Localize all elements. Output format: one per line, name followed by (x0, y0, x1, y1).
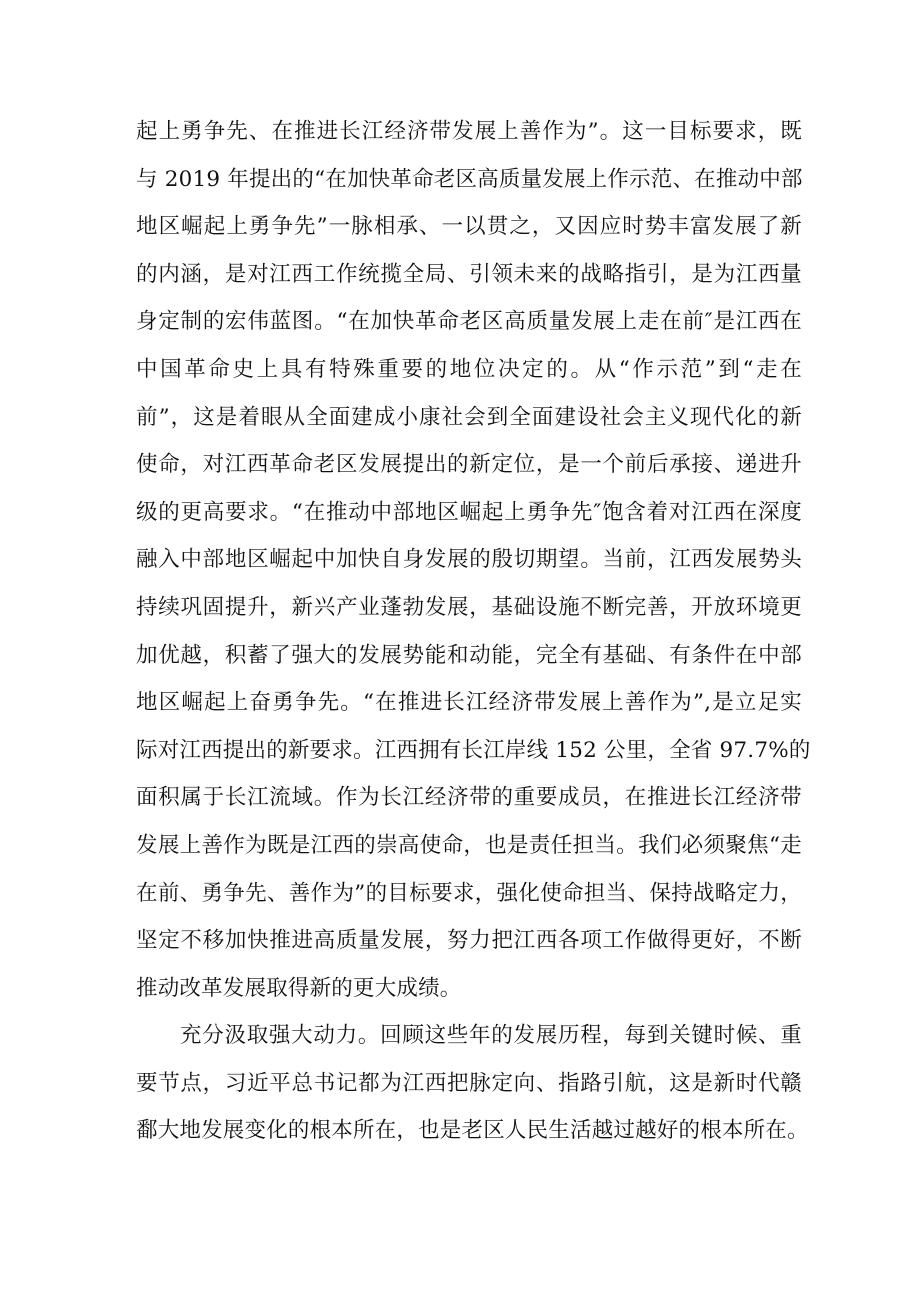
text-line: 在前、勇争先、善作为”的目标要求，强化使命担当、保持战略定力， (136, 880, 802, 906)
text-line: 起上勇争先、在推进长江经济带发展上善作为”。这一目标要求，既 (136, 119, 802, 144)
text-line: 身定制的宏伟蓝图。“在加快革命老区高质量发展上走在前″是江西在 (136, 309, 802, 335)
text-line: 际对江西提出的新要求。江西拥有长江岸线 152 公里，全省 97.7%的 (136, 737, 811, 763)
text-line: 持续巩固提升，新兴产业蓬勃发展，基础设施不断完善，开放环境更 (136, 594, 802, 620)
text-line: 地区崛起上奋勇争先。“在推进长江经济带发展上善作为”,是立足实 (136, 690, 802, 716)
text-line: 级的更高要求。“在推动中部地区崛起上勇争先″饱含着对江西在深度 (136, 499, 802, 525)
text-line: 坚定不移加快推进高质量发展，努力把江西各项工作做得更好，不断 (136, 928, 802, 954)
text-line: 加优越，积蓄了强大的发展势能和动能，完全有基础、有条件在中部 (136, 642, 802, 668)
text-line: 发展上善作为既是江西的崇高使命，也是责任担当。我们必须聚焦“走 (136, 832, 802, 858)
text-line: 充分汲取强大动力。回顾这些年的发展历程，每到关键时候、重 (180, 1023, 802, 1049)
text-line: 前”，这是着眼从全面建成小康社会到全面建设社会主义现代化的新 (136, 404, 802, 430)
text-line: 面积属于长江流域。作为长江经济带的重要成员，在推进长江经济带 (136, 785, 802, 811)
text-line: 与 2019 年提出的“在加快革命老区高质量发展上作示范、在推动中部 (136, 166, 803, 192)
text-line: 要节点，习近平总书记都为江西把脉定向、指路引航，这是新时代赣 (136, 1070, 802, 1096)
text-line: 融入中部地区崛起中加快自身发展的殷切期望。当前，江西发展势头 (136, 547, 802, 573)
document-body (136, 108, 811, 1155)
text-line: 地区崛起上勇争先”一脉相承、一以贯之，又因应时势丰富发展了新 (136, 214, 802, 240)
text-line: 鄱大地发展变化的根本所在，也是老区人民生活越过越好的根本所在。 (136, 1118, 809, 1144)
paragraph (136, 1012, 809, 1155)
text-line: 使命，对江西革命老区发展提出的新定位，是一个前后承接、递进升 (136, 452, 802, 478)
text-line: 中国革命史上具有特殊重要的地位决定的。从“作示范”到“走在 (136, 356, 802, 382)
paragraph (136, 108, 811, 1012)
text-line: 的内涵，是对江西工作统揽全局、引领未来的战略指引，是为江西量 (136, 261, 802, 287)
text-line: 推动改革发展取得新的更大成绩。 (136, 975, 462, 1001)
